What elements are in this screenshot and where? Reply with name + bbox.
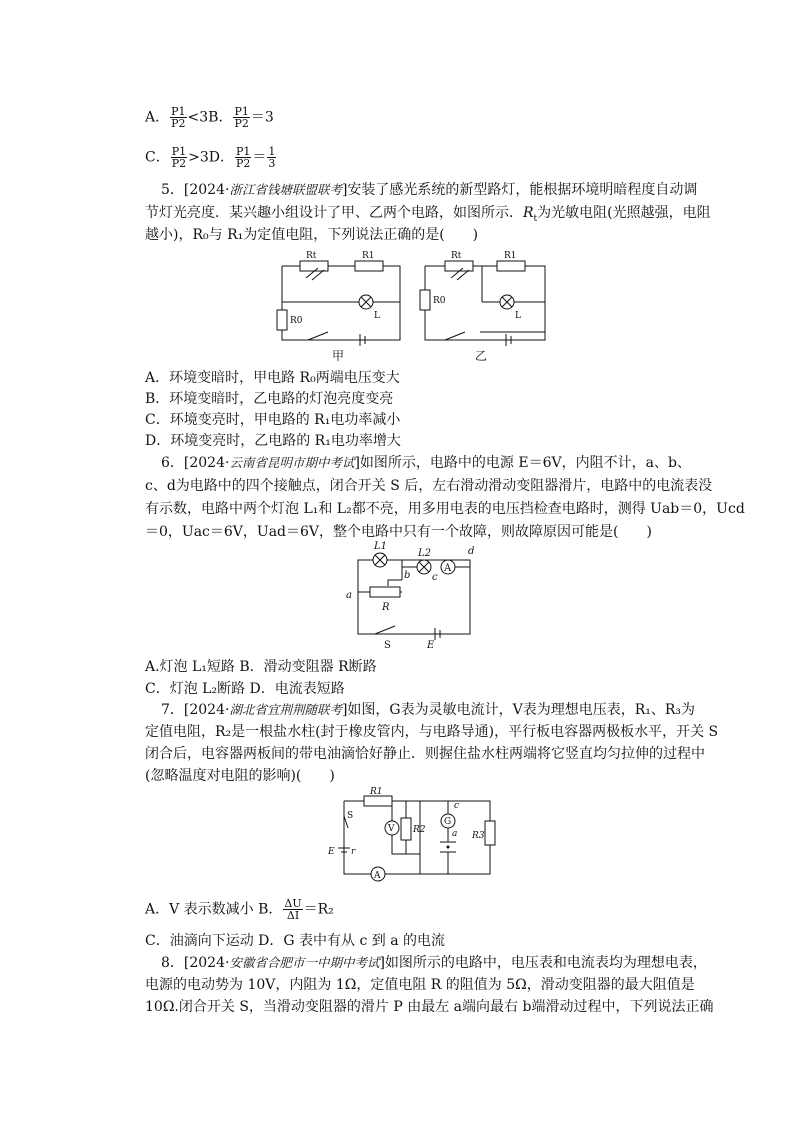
svg-text:乙: 乙 <box>475 349 488 363</box>
r1-resistor <box>355 261 383 271</box>
q7-options-cd: C．油滴向下运动 D．G 表中有从 c 到 a 的电流 <box>145 933 446 949</box>
q7-line1: 7．[2024·湖北省宜荆荆随联考]如图，G表为灵敏电流计，V表为理想电压表，R₁、R₃为 <box>161 702 696 718</box>
fraction: $\frac{P1}{P2}$ <box>234 105 249 130</box>
fraction: $\frac{P1}{P2}$ <box>236 145 251 170</box>
q5-line3: 越小)，R₀与 R₁为定值电阻，下列说法正确的是( ) <box>145 227 479 243</box>
svg-text:E: E <box>427 640 435 651</box>
svg-text:a: a <box>452 829 458 839</box>
q6-circuit-figure <box>340 540 480 652</box>
svg-text:c: c <box>432 572 438 583</box>
q8-line3: 10Ω.闭合开关 S，当滑动变阻器的滑片 P 由最左 a端向最右 b端滑动过程中，下列说法正确 <box>145 999 714 1015</box>
svg-text:L2: L2 <box>418 548 432 559</box>
svg-text:G: G <box>444 817 452 827</box>
svg-text:R0: R0 <box>290 316 303 326</box>
q6-line2: c、d为电路中的四个接触点，闭合开关 S 后，左右滑动滑动变阻器滑片，电路中的电流表没 <box>145 478 713 494</box>
svg-text:Rt: Rt <box>451 251 462 261</box>
svg-text:A: A <box>374 871 381 881</box>
q6-line3: 有示数，电路中两个灯泡 L₁和 L₂都不亮，用多用电表的电压挡检查电路时，测得 Uab＝0，Ucd <box>145 501 745 517</box>
q6-options-cd: C．灯泡 L₂断路 D．电流表短路 <box>145 681 345 697</box>
svg-text:R0: R0 <box>433 296 446 306</box>
svg-text:R1: R1 <box>370 787 383 797</box>
svg-text:S: S <box>384 640 391 651</box>
q7-circuit-figure <box>322 786 497 886</box>
q7-line2: 定值电阻，R₂是一根盐水柱(封于橡皮管内，与电路导通)，平行板电容器两极板水平，开关 S <box>145 724 719 740</box>
q5-option-b: B．环境变暗时，乙电路的灯泡亮度变亮 <box>145 391 394 407</box>
svg-text:R3: R3 <box>472 831 485 841</box>
q5-line1: 5．[2024·浙江省钱塘联盟联考]安装了感光系统的新型路灯，能根据环境明暗程度自动调 <box>161 182 698 198</box>
svg-text:R1: R1 <box>362 251 375 261</box>
q6-options-ab: A.灯泡 L₁短路 B．滑动变阻器 R断路 <box>145 659 377 675</box>
q5-line2: 节灯光亮度．某兴趣小组设计了甲、乙两个电路，如图所示．$R_t$为光敏电阻(光照越强，电阻 <box>145 205 711 224</box>
r1-resistor <box>364 796 392 806</box>
oil-drop <box>447 846 450 849</box>
q5-option-a: A．环境变暗时，甲电路 R₀两端电压变大 <box>145 370 400 386</box>
svg-text:A: A <box>444 563 452 574</box>
q6-line4: ＝0，Uac＝6V，Uad＝6V，整个电路中只有一个故障，则故障原因可能是( ) <box>145 524 652 540</box>
svg-text:Rt: Rt <box>306 251 317 261</box>
r2-resistor <box>401 818 411 840</box>
svg-text:a: a <box>346 590 352 601</box>
q8-line1: 8．[2024·安徽省合肥市一中期中考试]如图所示的电路中，电压表和电流表均为理想电表， <box>161 955 707 971</box>
q5-option-c: C．环境变亮时，甲电路的 R₁电功率减小 <box>145 412 401 428</box>
svg-text:E: E <box>328 847 335 857</box>
fraction: $\frac{P1}{P2}$ <box>171 145 187 170</box>
svg-text:b: b <box>404 570 411 581</box>
q7-line3: 闭合后，电容器两板间的带电油滴恰好静止．则握住盐水柱两端将它竖直均匀拉伸的过程中 <box>145 746 705 762</box>
switch <box>308 332 328 340</box>
q6-line1: 6．[2024·云南省昆明市期中考试]如图所示，电路中的电源 E＝6V，内阻不计，a、b、 <box>161 455 691 471</box>
svg-text:c: c <box>454 801 460 811</box>
svg-text:S: S <box>347 811 354 821</box>
q8-line2: 电源的电动势为 10V，内阻为 1Ω，定值电阻 R 的阻值为 5Ω，滑动变阻器的最大阻值是 <box>145 977 695 993</box>
switch <box>375 626 395 634</box>
q5-circuit-figure <box>270 248 560 368</box>
svg-text:R1: R1 <box>504 251 517 261</box>
q7-options-ab: A．V 表示数减小 B． $\frac{\Delta U}{\Delta I}$ ＝R₂ <box>145 897 334 922</box>
q7-line4: (忽略温度对电阻的影响)( ) <box>145 768 335 784</box>
r3-resistor <box>485 821 495 845</box>
svg-text:L: L <box>515 311 521 321</box>
svg-text:R2: R2 <box>413 825 426 835</box>
slider <box>388 580 402 586</box>
q5-option-d: D．环境变亮时，乙电路的 R₁电功率增大 <box>145 433 401 449</box>
svg-text:V: V <box>388 824 395 834</box>
svg-text:L1: L1 <box>374 541 388 552</box>
r0-resistor <box>277 310 287 330</box>
fraction: $\frac{1}{3}$ <box>268 145 276 170</box>
rheostat <box>370 587 400 597</box>
svg-text:L: L <box>374 311 380 321</box>
fraction: $\frac{\Delta U}{\Delta I}$ <box>284 897 302 922</box>
svg-text:甲: 甲 <box>332 349 345 363</box>
rt-resistor <box>300 261 328 271</box>
svg-text:R: R <box>382 602 390 613</box>
svg-text:r: r <box>351 847 356 857</box>
q4-options-cd: C． $\frac{P1}{P2}$ >3D． $\frac{P1}{P2}$ ＝ $\frac{1}{3}$ <box>145 145 276 170</box>
fraction: $\frac{P1}{P2}$ <box>171 105 186 130</box>
svg-text:d: d <box>468 546 475 557</box>
q4-options-ab: A． $\frac{P1}{P2}$ <3B． $\frac{P1}{P2}$ ＝3 <box>145 105 274 130</box>
